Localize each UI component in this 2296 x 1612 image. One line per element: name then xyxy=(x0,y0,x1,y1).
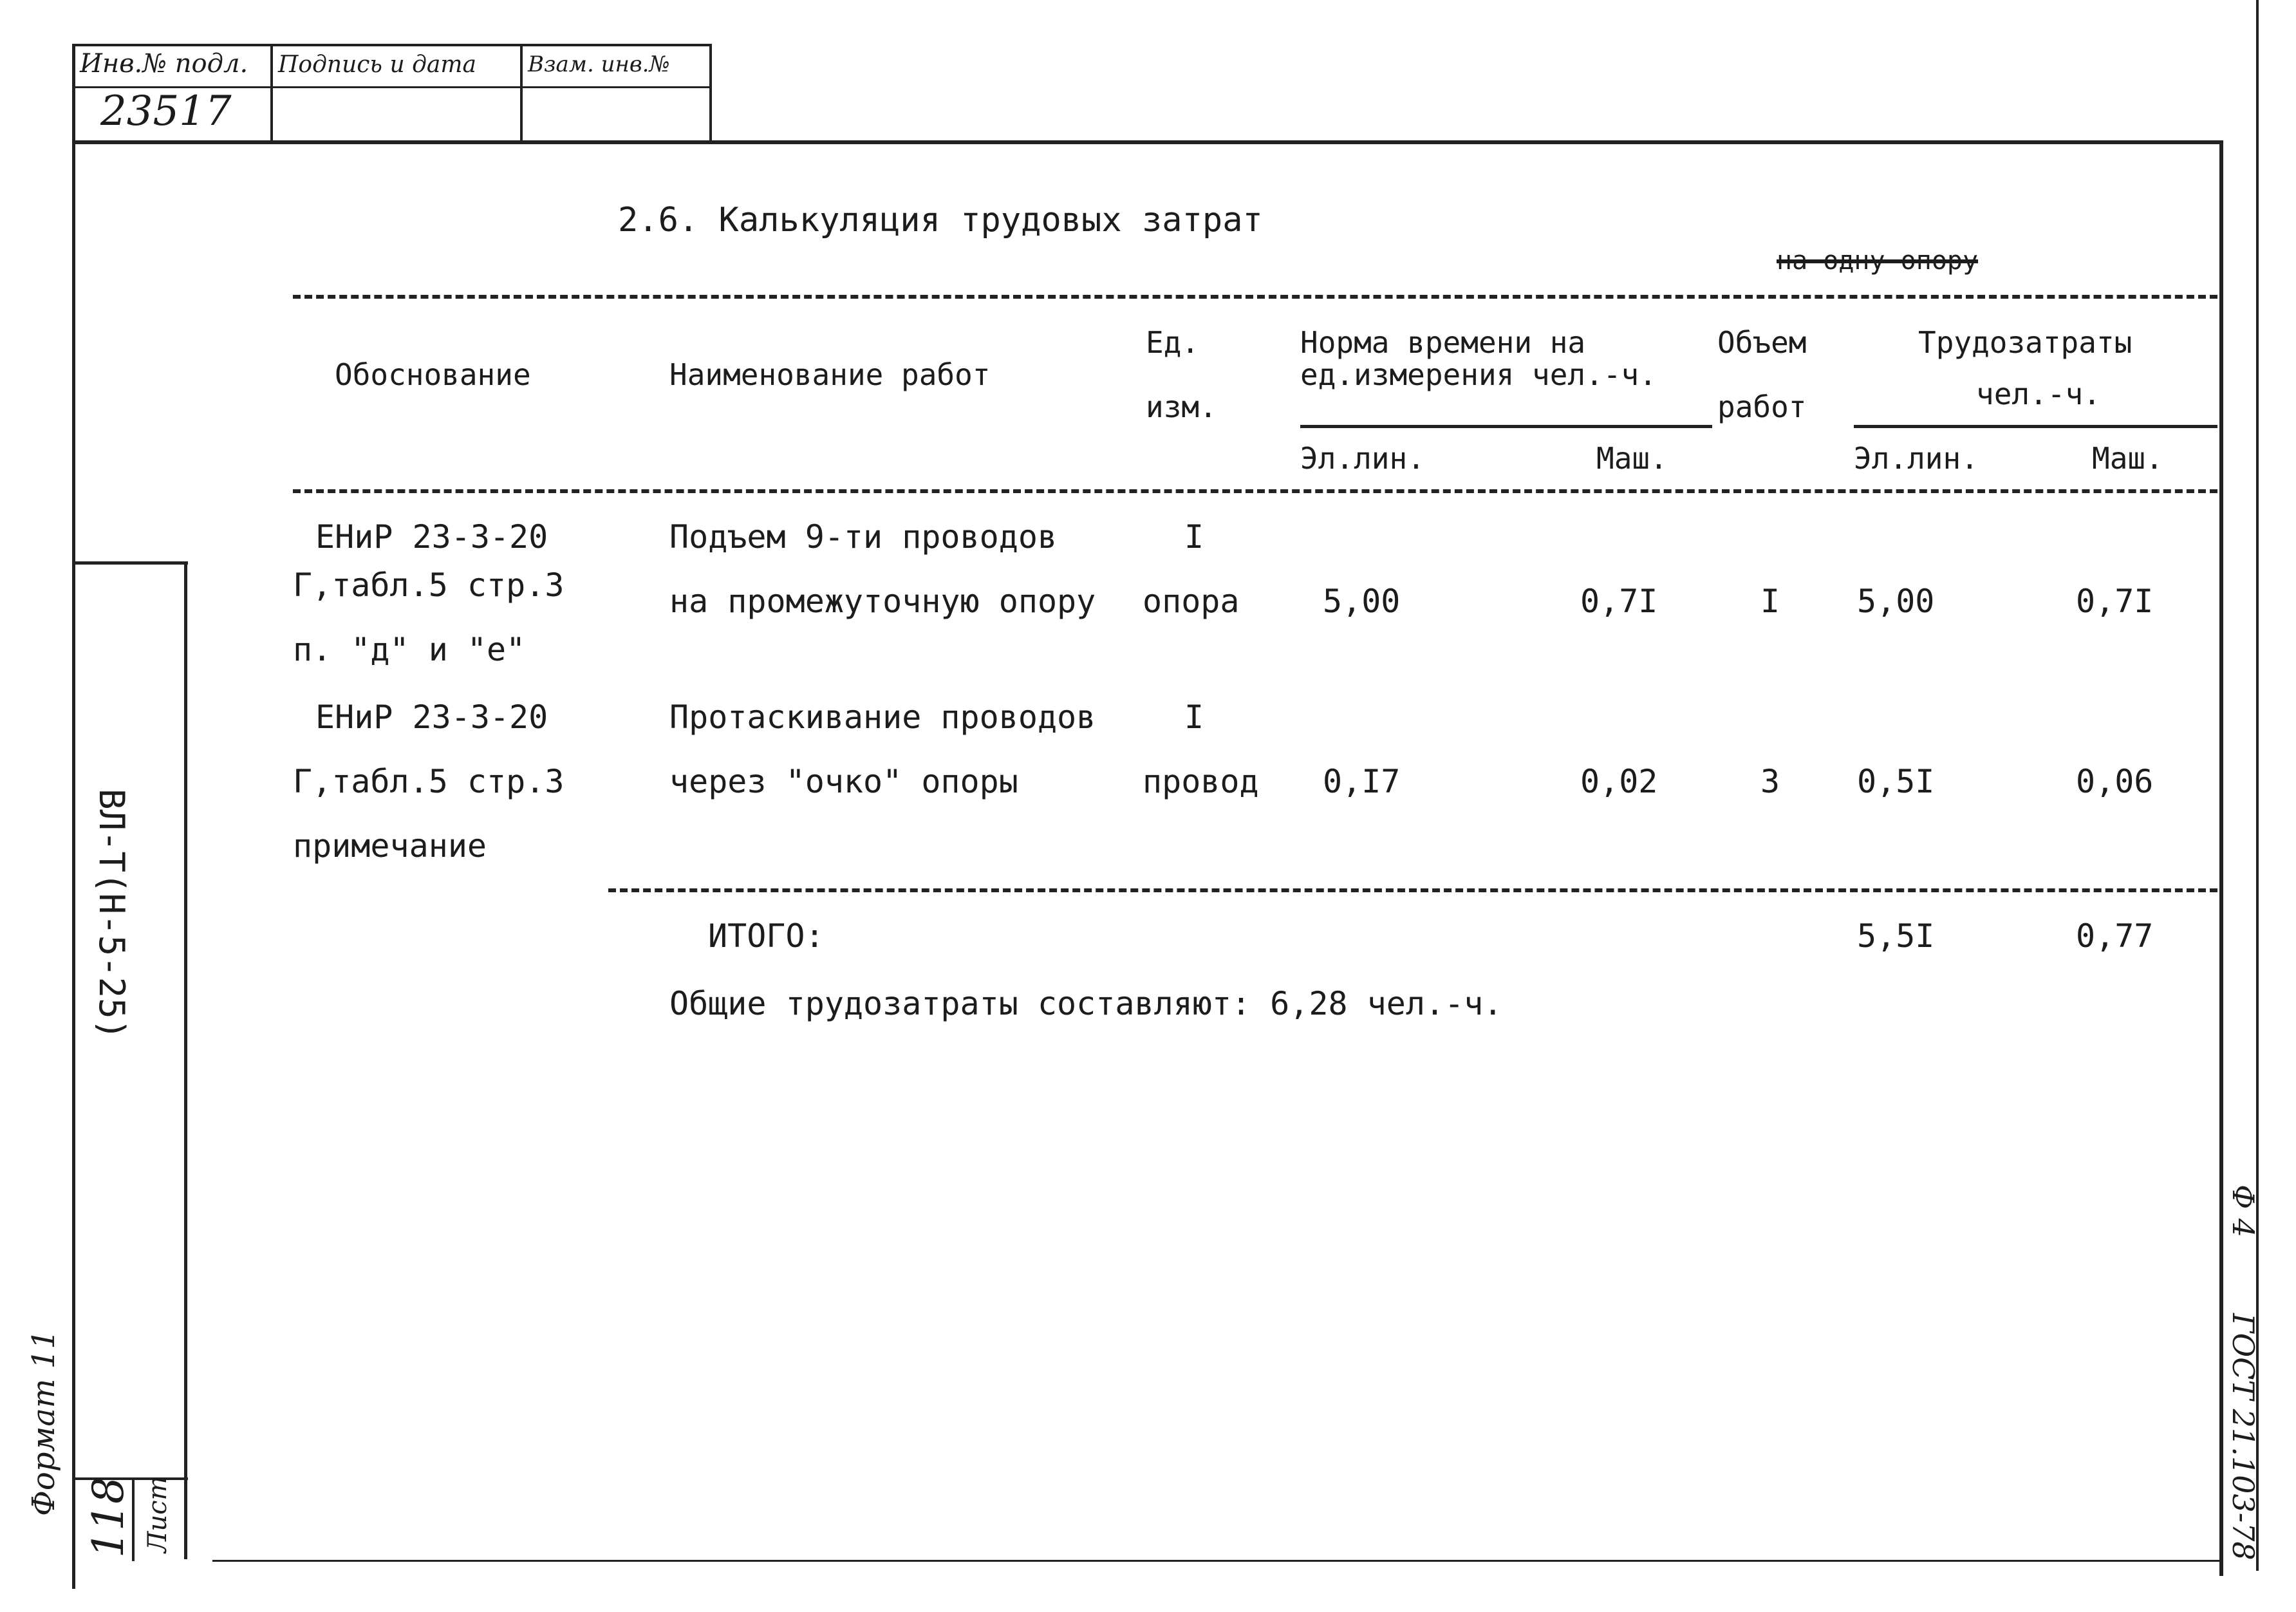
header-labor-el: Эл.лин. xyxy=(1854,441,1979,476)
header-norm-2: ед.измерения чел.-ч. xyxy=(1300,357,1657,392)
norm-subheader-line xyxy=(1300,425,1712,428)
total-labor-el: 5,5I xyxy=(1857,917,1935,955)
stamp-divider-1 xyxy=(270,44,273,142)
stamp-divider-2 xyxy=(520,44,523,142)
row2-name-1: Протаскивание проводов xyxy=(669,698,1096,736)
header-unit-2: изм. xyxy=(1146,389,1217,424)
left-frame-line xyxy=(72,44,75,1589)
sheet-number: 118 xyxy=(84,1477,133,1558)
stamp-divider-3 xyxy=(709,44,712,142)
row2-norm-mash: 0,02 xyxy=(1580,763,1658,800)
header-unit-1: Ед. xyxy=(1146,325,1200,360)
gost-label: ГОСТ 21.103-78 xyxy=(2226,1313,2261,1560)
row1-labor-mash: 0,7I xyxy=(2076,583,2154,620)
row2-labor-mash: 0,06 xyxy=(2076,763,2154,800)
side-strip-right xyxy=(184,561,187,1559)
labor-subheader-line xyxy=(1854,425,2217,428)
row2-volume: 3 xyxy=(1760,763,1780,800)
row1-unit-1: I xyxy=(1184,518,1204,556)
row2-basis-2: Г,табл.5 стр.3 xyxy=(293,763,565,800)
row1-norm-mash: 0,7I xyxy=(1580,583,1658,620)
row2-unit-1: I xyxy=(1184,698,1204,736)
row1-name-1: Подъем 9-ти проводов xyxy=(669,518,1058,556)
row1-labor-el: 5,00 xyxy=(1857,583,1935,620)
section-title: 2.6. Калькуляция трудовых затрат xyxy=(618,201,1263,239)
total-label: ИТОГО: xyxy=(708,917,825,955)
header-labor-mash: Маш. xyxy=(2092,441,2163,476)
summary-text: Общие трудозатраты составляют: 6,28 чел.-ч. xyxy=(669,985,1503,1022)
header-labor-1: Трудозатраты xyxy=(1918,325,2133,360)
row1-basis-3: п. "д" и "е" xyxy=(293,631,526,668)
frame-right-line xyxy=(2219,140,2223,1576)
header-volume-1: Объем xyxy=(1717,325,1807,360)
row1-basis-1: ЕНиР 23-3-20 xyxy=(315,518,548,556)
struck-note: на одну опору xyxy=(1777,246,1979,276)
sheet-label: Лист xyxy=(143,1476,173,1553)
header-work-name: Наименование работ xyxy=(669,357,991,392)
header-labor-2: чел.-ч. xyxy=(1976,377,2101,411)
format-label: Формат 11 xyxy=(26,1329,62,1516)
row2-name-2: через "очко" опоры xyxy=(669,763,1018,800)
row2-basis-1: ЕНиР 23-3-20 xyxy=(315,698,548,736)
total-labor-mash: 0,77 xyxy=(2076,917,2154,955)
inv-label: Инв.№ подл. xyxy=(80,49,248,79)
row2-norm-el: 0,I7 xyxy=(1323,763,1401,800)
frame-bottom-line xyxy=(212,1560,2223,1562)
frame-top-line xyxy=(72,140,2222,144)
row1-norm-el: 5,00 xyxy=(1323,583,1401,620)
header-volume-2: работ xyxy=(1717,389,1807,424)
header-top-dashed-line xyxy=(293,295,2217,299)
inv-number: 23517 xyxy=(100,88,232,135)
header-bottom-dashed-line xyxy=(293,489,2217,493)
row2-basis-3: примечание xyxy=(293,827,487,865)
row2-unit-2: провод xyxy=(1143,763,1259,800)
replace-label: Взам. инв.№ xyxy=(528,52,670,77)
form-label: Ф 4 xyxy=(2226,1185,2261,1238)
row1-basis-2: Г,табл.5 стр.3 xyxy=(293,567,565,604)
header-norm-el: Эл.лин. xyxy=(1300,441,1425,476)
side-strip-top xyxy=(72,561,188,565)
row1-name-2: на промежуточную опору xyxy=(669,583,1096,620)
stamp-top-border xyxy=(72,44,711,46)
header-norm-mash: Маш. xyxy=(1596,441,1668,476)
header-norm-1: Норма времени на xyxy=(1300,325,1586,360)
total-dashed-line xyxy=(608,888,2217,892)
header-basis: Обоснование xyxy=(335,357,531,392)
side-code: ВЛ-Т(Н-5-25) xyxy=(91,789,132,1040)
row1-volume: I xyxy=(1760,583,1780,620)
row1-unit-2: опора xyxy=(1143,583,1240,620)
sign-label: Подпись и дата xyxy=(278,52,476,78)
row2-labor-el: 0,5I xyxy=(1857,763,1935,800)
